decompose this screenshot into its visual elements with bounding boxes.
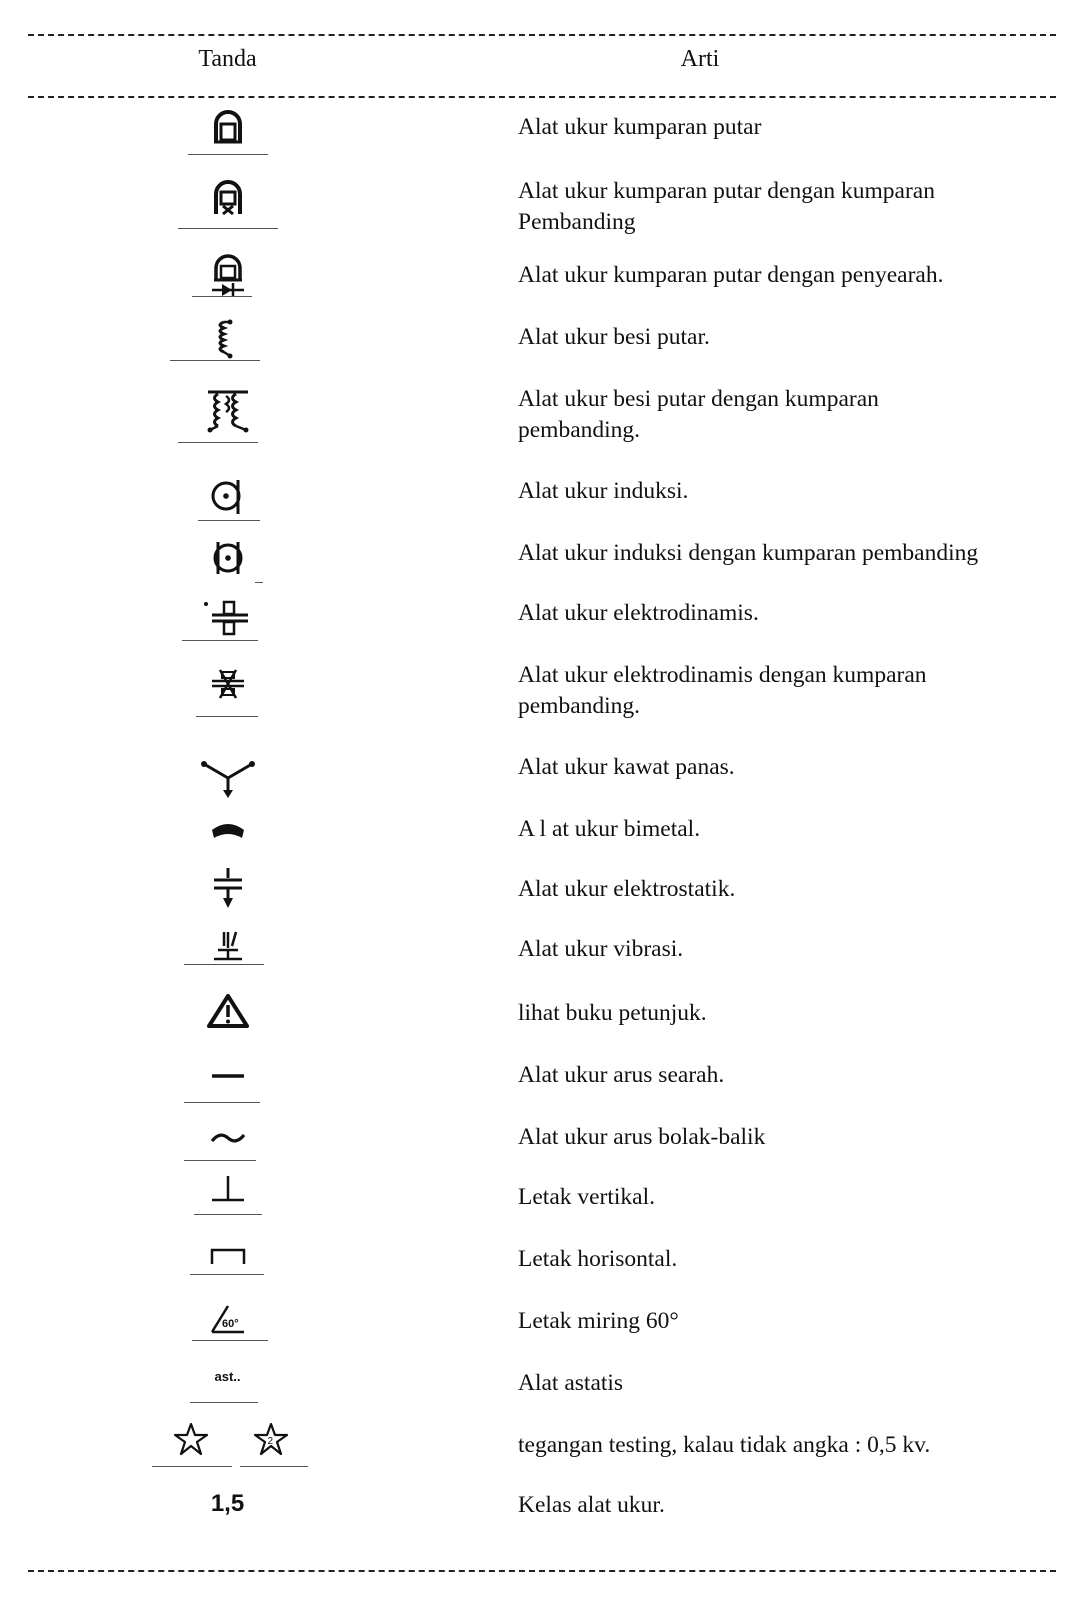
- row-meaning: Alat ukur arus bolak-balik: [518, 1124, 766, 1150]
- row-meaning: Letak miring 60°: [518, 1308, 679, 1334]
- top-dashed-rule: [28, 34, 1056, 36]
- bottom-dashed-rule: [28, 1570, 1056, 1572]
- moving-coil-rectifier-icon: [206, 254, 250, 302]
- astatic-icon: ast..: [214, 1369, 241, 1384]
- row-meaning: Alat ukur elektrodinamis.: [518, 600, 759, 626]
- symbol-underline: [240, 1466, 308, 1467]
- row-meaning: Alat ukur arus searah.: [518, 1062, 725, 1088]
- symbol-underline: [182, 640, 258, 641]
- row-meaning: Alat ukur kumparan putar dengan kumparan Pembanding: [518, 178, 935, 235]
- symbol-underline: [178, 228, 278, 229]
- row-meaning: Alat astatis: [518, 1370, 624, 1396]
- dc-icon: [208, 1066, 248, 1086]
- row-meaning: Kelas alat ukur.: [518, 1492, 665, 1518]
- row-meaning: Alat ukur elektrodinamis dengan kumparan pembanding.: [518, 662, 927, 719]
- electrostatic-icon: [208, 866, 248, 912]
- hot-wire-icon: [200, 754, 256, 800]
- vibration-icon: [210, 928, 246, 964]
- symbol-underline: [196, 716, 258, 717]
- symbol-underline: [190, 1274, 264, 1275]
- symbol-underline: [198, 520, 260, 521]
- warning-triangle-icon: [205, 992, 251, 1030]
- row-meaning: Alat ukur besi putar dengan kumparan pembanding.: [518, 386, 879, 443]
- row-meaning: A l at ukur bimetal.: [518, 816, 701, 842]
- induction-icon: [208, 476, 248, 516]
- moving-iron-icon: [210, 318, 246, 362]
- vertical-position-icon: [208, 1172, 248, 1206]
- header-dashed-rule: [28, 96, 1056, 98]
- bimetal-icon: [206, 816, 250, 846]
- row-meaning: lihat buku petunjuk.: [518, 1000, 707, 1026]
- electrodynamic-ratio-icon: [208, 666, 248, 702]
- symbol-underline: [255, 582, 263, 583]
- symbol-underline: [190, 1402, 258, 1403]
- row-meaning: Alat ukur kawat panas.: [518, 754, 735, 780]
- moving-coil-icon: [208, 108, 248, 148]
- moving-iron-ratio-icon: [202, 386, 254, 436]
- row-meaning: Alat ukur elektrostatik.: [518, 876, 736, 902]
- symbol-underline: [152, 1466, 232, 1467]
- electrodynamic-icon: [200, 598, 256, 638]
- symbol-underline: [192, 1340, 268, 1341]
- inclined-60-icon: [206, 1300, 250, 1338]
- test-voltage-stars-icon: [155, 1420, 305, 1460]
- symbol-underline: [178, 442, 258, 443]
- horizontal-position-icon: [208, 1244, 248, 1268]
- star-number-label: 2: [267, 1436, 274, 1447]
- induction-ratio-icon: [208, 538, 248, 578]
- row-meaning: Letak horisontal.: [518, 1246, 678, 1272]
- row-meaning: Alat ukur kumparan putar: [518, 114, 762, 140]
- symbol-underline: [194, 1214, 262, 1215]
- row-meaning: Alat ukur induksi.: [518, 478, 689, 504]
- row-meaning: tegangan testing, kalau tidak angka : 0,5 kv.: [518, 1432, 931, 1458]
- symbol-underline: [188, 154, 268, 155]
- header-arti: Arti: [680, 46, 720, 72]
- header-tanda: Tanda: [198, 46, 257, 72]
- class-label: 1,5: [210, 1490, 245, 1517]
- row-meaning: Alat ukur induksi dengan kumparan pembanding: [518, 540, 979, 566]
- symbol-underline: [170, 360, 260, 361]
- symbol-underline: [184, 1160, 256, 1161]
- symbol-underline: [184, 964, 264, 965]
- row-meaning: Alat ukur kumparan putar dengan penyearah.: [518, 262, 944, 288]
- moving-coil-ratio-icon: [208, 178, 248, 218]
- row-meaning: Alat ukur vibrasi.: [518, 936, 684, 962]
- row-meaning: Letak vertikal.: [518, 1184, 656, 1210]
- ac-icon: [208, 1128, 248, 1148]
- inclined-60-label: 60°: [221, 1318, 239, 1330]
- row-meaning: Alat ukur besi putar.: [518, 324, 710, 350]
- symbol-underline: [192, 296, 252, 297]
- symbol-underline: [184, 1102, 260, 1103]
